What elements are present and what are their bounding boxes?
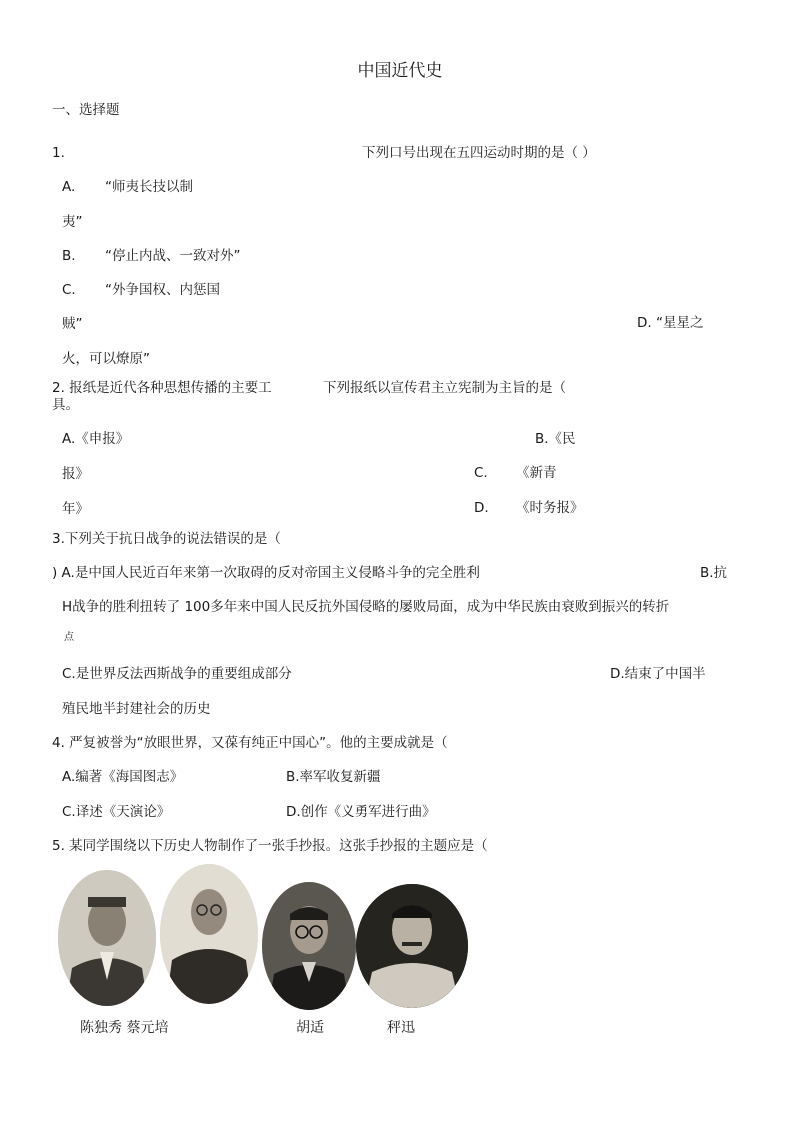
q2-option-d-label: D. (474, 500, 489, 516)
page-title: 中国近代史 (357, 61, 443, 81)
q3-option-d: D.结束了中国半 (610, 666, 706, 682)
q1-option-b-label: B. (62, 248, 76, 264)
q4-option-a: A.编著《海国图志》 (62, 769, 184, 785)
q1-option-a-cont: 夷” (62, 214, 83, 230)
q2-option-d: 《时务报》 (516, 500, 584, 516)
q2-option-c-label: C. (474, 465, 488, 481)
portrait-photo-1 (58, 870, 156, 1006)
q1-option-a: “师夷长技以制 (105, 179, 193, 195)
q4-option-b: B.率军收复新疆 (286, 769, 381, 785)
q1-option-d: D. “星星之 (637, 315, 704, 331)
q3-option-a: ) A.是中国人民近百年来第一次取碍的反对帝国主义侵略斗争的完全胜利 (52, 565, 480, 581)
q3-option-c: C.是世界反法西斯战争的重要组成部分 (62, 666, 292, 682)
q3-option-d-cont: 殖民地半封建社会的历史 (62, 701, 211, 717)
portrait-photo-4 (356, 884, 468, 1008)
q3-stem: 3.下列关于抗日战争的说法错误的是（ (52, 531, 281, 547)
q1-stem: 下列口号出现在五四运动时期的是（ ） (362, 145, 596, 161)
portrait-caption-3: 胡适 (296, 1020, 324, 1036)
q1-option-c-label: C. (62, 282, 76, 298)
q2-stem-part1: 2. 报纸是近代各种思想传播的主要工 (52, 380, 272, 396)
q1-option-b: “停止内战、一致对外” (105, 248, 241, 264)
q1-number: 1. (52, 145, 65, 161)
portrait-caption-1-2: 陈独秀 蔡元培 (80, 1020, 169, 1036)
section-heading: 一、选择题 (52, 102, 120, 118)
q1-option-c: “外争国权、内惩国 (105, 282, 220, 298)
q1-option-c-cont: 贼” (62, 316, 83, 332)
q2-option-b: B.《民 (535, 431, 576, 447)
q5-stem: 5. 某同学围绕以下历史人物制作了一张手抄报。这张手抄报的主题应是（ (52, 838, 488, 854)
q4-option-c: C.译述《天演论》 (62, 804, 171, 820)
q2-option-b-cont: 报》 (62, 466, 89, 482)
portrait-caption-4: 秤迅 (387, 1020, 415, 1036)
q3-option-b: B.抗 (700, 565, 728, 581)
portrait-photo-3 (262, 882, 356, 1010)
q4-stem: 4. 严复被誉为“放眼世界，又葆有纯正中国心”。他的主要成就是（ (52, 735, 448, 751)
q2-stem-part3: 具。 (52, 397, 79, 413)
portrait-photo-2 (160, 864, 258, 1004)
q2-option-c-cont: 年》 (62, 501, 89, 517)
q1-option-d-cont: 火，可以燎原” (62, 351, 150, 367)
q3-option-b-tail: 点 (64, 632, 74, 643)
q2-option-c: 《新青 (516, 465, 557, 481)
q1-option-a-label: A. (62, 179, 76, 195)
q2-option-a: A.《申报》 (62, 431, 130, 447)
q2-stem-part2: 下列报纸以宣传君主立宪制为主旨的是（ (323, 380, 566, 396)
q3-option-b-cont: H战争的胜利扭转了 100多年来中国人民反抗外国侵略的屡败局面，成为中华民族由衰败到振兴的转折 (62, 599, 670, 615)
q4-option-d: D.创作《义勇军进行曲》 (286, 804, 436, 820)
